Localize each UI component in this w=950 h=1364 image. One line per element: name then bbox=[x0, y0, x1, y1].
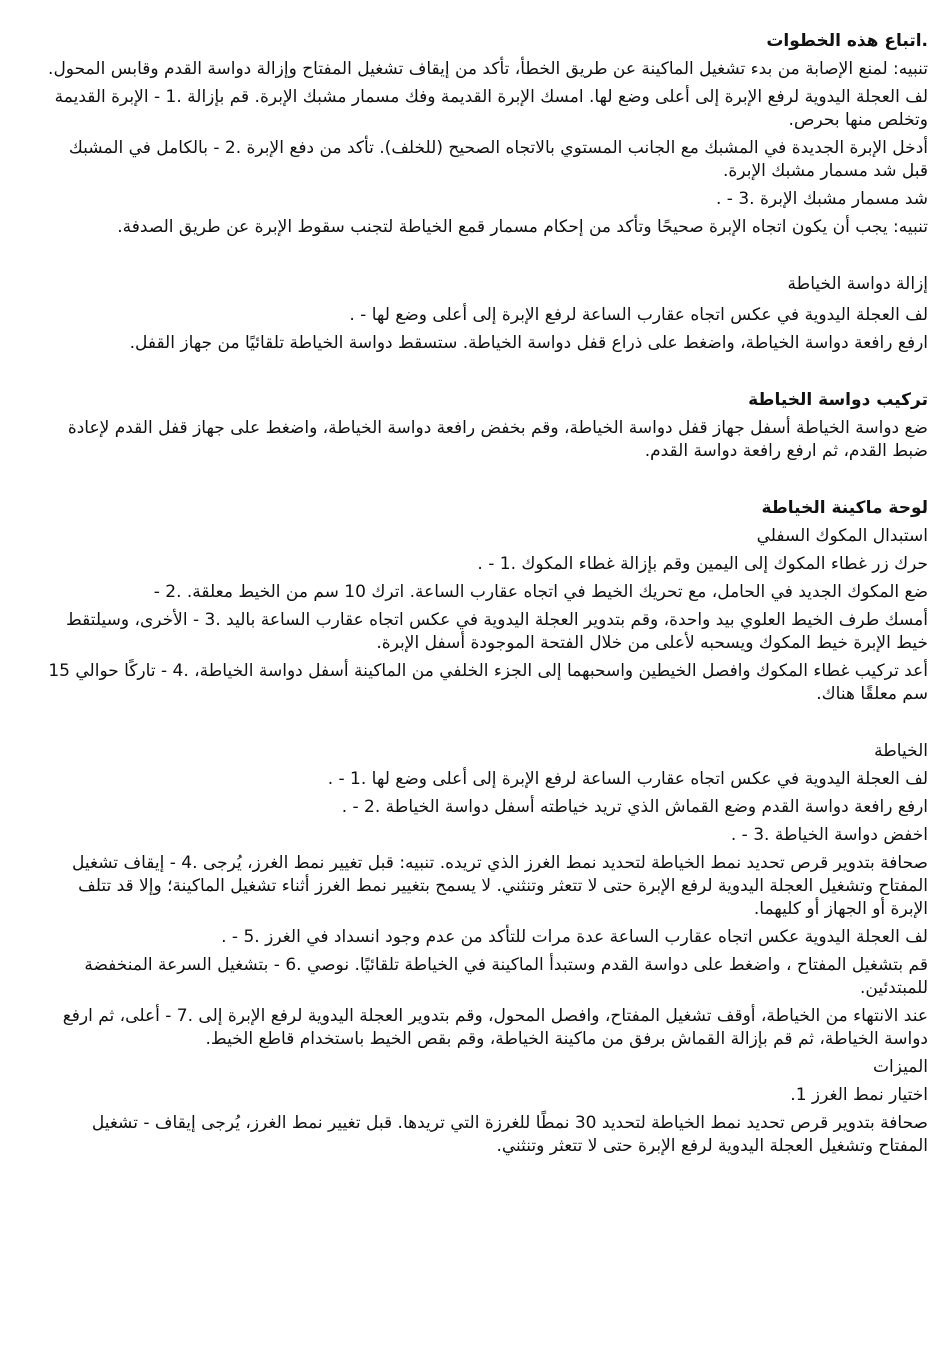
intro-step-3: شد مسمار مشبك الإبرة .3 - . bbox=[715, 189, 928, 209]
sewing-heading: الخياطة bbox=[874, 741, 928, 761]
install-foot-heading: تركيب دواسة الخياطة bbox=[748, 390, 928, 410]
intro-warning-1: تنبيه: لمنع الإصابة من بدء تشغيل الماكينة عن طريق الخطأ، تأكد من إيقاف تشغيل المفتاح وإزالة دواسة القدم وقابس المحول. bbox=[48, 59, 928, 79]
sewing-step-3: اخفض دواسة الخياطة .3 - . bbox=[730, 825, 928, 845]
sewing-step-4: صحافة بتدوير قرص تحديد نمط الخياطة لتحديد نمط الغرز الذي تريده. تنبيه: قبل تغيير نمط الغرز، يُرجى .4 - إيقاف تشغيل المفتاح وتشغيل العجلة اليدوية لرفع الإبرة حتى لا تتعثر وتنثني. لا يسمح بتغيير نمط الغرز أثناء تشغيل الماكينة؛ وإلا قد تتلف الإبرة أو الجهاز أو كليهما. bbox=[71, 853, 928, 919]
document-page bbox=[38, 30, 928, 1158]
intro-step-1: لف العجلة اليدوية لرفع الإبرة إلى أعلى وضع لها. امسك الإبرة القديمة وفك مسمار مشبك الإبرة. قم بإزالة .1 - الإبرة القديمة وتخلص منها بحرص. bbox=[54, 87, 928, 130]
intro-step-2: أدخل الإبرة الجديدة في المشبك مع الجانب المستوي بالاتجاه الصحيح (للخلف). تأكد من دفع الإبرة .2 - بالكامل في المشبك قبل شد مسمار مشبك الإبرة. bbox=[68, 138, 928, 181]
machine-panel-step-4: أعد تركيب غطاء المكوك وافصل الخيطين واسحبهما إلى الجزء الخلفي من الماكينة أسفل دواسة الخياطة، .4 - تاركًا حوالي 15 سم معلقًا هناك. bbox=[48, 661, 928, 704]
features-item-heading: اختيار نمط الغرز 1. bbox=[790, 1085, 928, 1105]
features-heading: الميزات bbox=[873, 1057, 928, 1077]
intro-warning-2: تنبيه: يجب أن يكون اتجاه الإبرة صحيحًا وتأكد من إحكام مسمار قمع الخياطة لتجنب سقوط الإبرة عن طريق الصدفة. bbox=[117, 217, 928, 237]
remove-foot-heading: إزالة دواسة الخياطة bbox=[787, 274, 928, 294]
sewing-step-6: قم بتشغيل المفتاح ، واضغط على دواسة القدم وستبدأ الماكينة في الخياطة تلقائيًا. نوصي .6 - بتشغيل السرعة المنخفضة للمبتدئين. bbox=[84, 955, 928, 998]
intro-heading: .اتباع هذه الخطوات bbox=[766, 31, 928, 51]
sewing-step-1: لف العجلة اليدوية في عكس اتجاه عقارب الساعة لرفع الإبرة إلى أعلى وضع لها .1 - . bbox=[327, 769, 928, 789]
remove-foot-line-1: لف العجلة اليدوية في عكس اتجاه عقارب الساعة لرفع الإبرة إلى أعلى وضع لها - . bbox=[349, 305, 928, 325]
features-text: صحافة بتدوير قرص تحديد نمط الخياطة لتحديد 30 نمطًا للغرزة التي تريدها. قبل تغيير نمط الغرز، يُرجى إيقاف - تشغيل المفتاح وتشغيل العجلة اليدوية لرفع الإبرة حتى لا تتعثر وتنثني. bbox=[91, 1113, 928, 1156]
sewing-step-2: ارفع رافعة دواسة القدم وضع القماش الذي تريد خياطته أسفل دواسة الخياطة .2 - . bbox=[341, 797, 928, 817]
remove-foot-line-2: ارفع رافعة دواسة الخياطة، واضغط على ذراع قفل دواسة الخياطة. ستسقط دواسة الخياطة تلقائيًا من جهاز القفل. bbox=[129, 333, 928, 353]
machine-panel-step-2: ضع المكوك الجديد في الحامل، مع تحريك الخيط في اتجاه عقارب الساعة. اترك 10 سم من الخيط معلقة. .2 - bbox=[153, 582, 928, 602]
machine-panel-step-3: أمسك طرف الخيط العلوي بيد واحدة، وقم بتدوير العجلة اليدوية في عكس اتجاه عقارب الساعة باليد .3 - الأخرى، وسيلتقط خيط الإبرة خيط المكوك ويسحبه لأعلى من خلال الفتحة الموجودة أسفل الإبرة. bbox=[66, 610, 928, 653]
sewing-step-5: لف العجلة اليدوية عكس اتجاه عقارب الساعة عدة مرات للتأكد من عدم وجود انسداد في الغرز .5 - . bbox=[221, 927, 928, 947]
machine-panel-step-1: حرك زر غطاء المكوك إلى اليمين وقم بإزالة غطاء المكوك .1 - . bbox=[477, 554, 928, 574]
machine-panel-subheading: استبدال المكوك السفلي bbox=[756, 526, 928, 546]
machine-panel-heading: لوحة ماكينة الخياطة bbox=[761, 498, 928, 518]
install-foot-text: ضع دواسة الخياطة أسفل جهاز قفل دواسة الخياطة، وقم بخفض رافعة دواسة الخياطة، واضغط على جهاز قفل القدم لإعادة ضبط القدم، ثم ارفع رافعة دواسة القدم. bbox=[67, 418, 928, 461]
sewing-step-7: عند الانتهاء من الخياطة، أوقف تشغيل المفتاح، وافصل المحول، وقم بتدوير العجلة اليدوية لرفع الإبرة إلى .7 - أعلى، ثم ارفع دواسة الخياطة، ثم قم بإزالة القماش برفق من ماكينة الخياطة، وقم بقص الخيط باستخدام قاطع الخيط. bbox=[62, 1006, 928, 1049]
